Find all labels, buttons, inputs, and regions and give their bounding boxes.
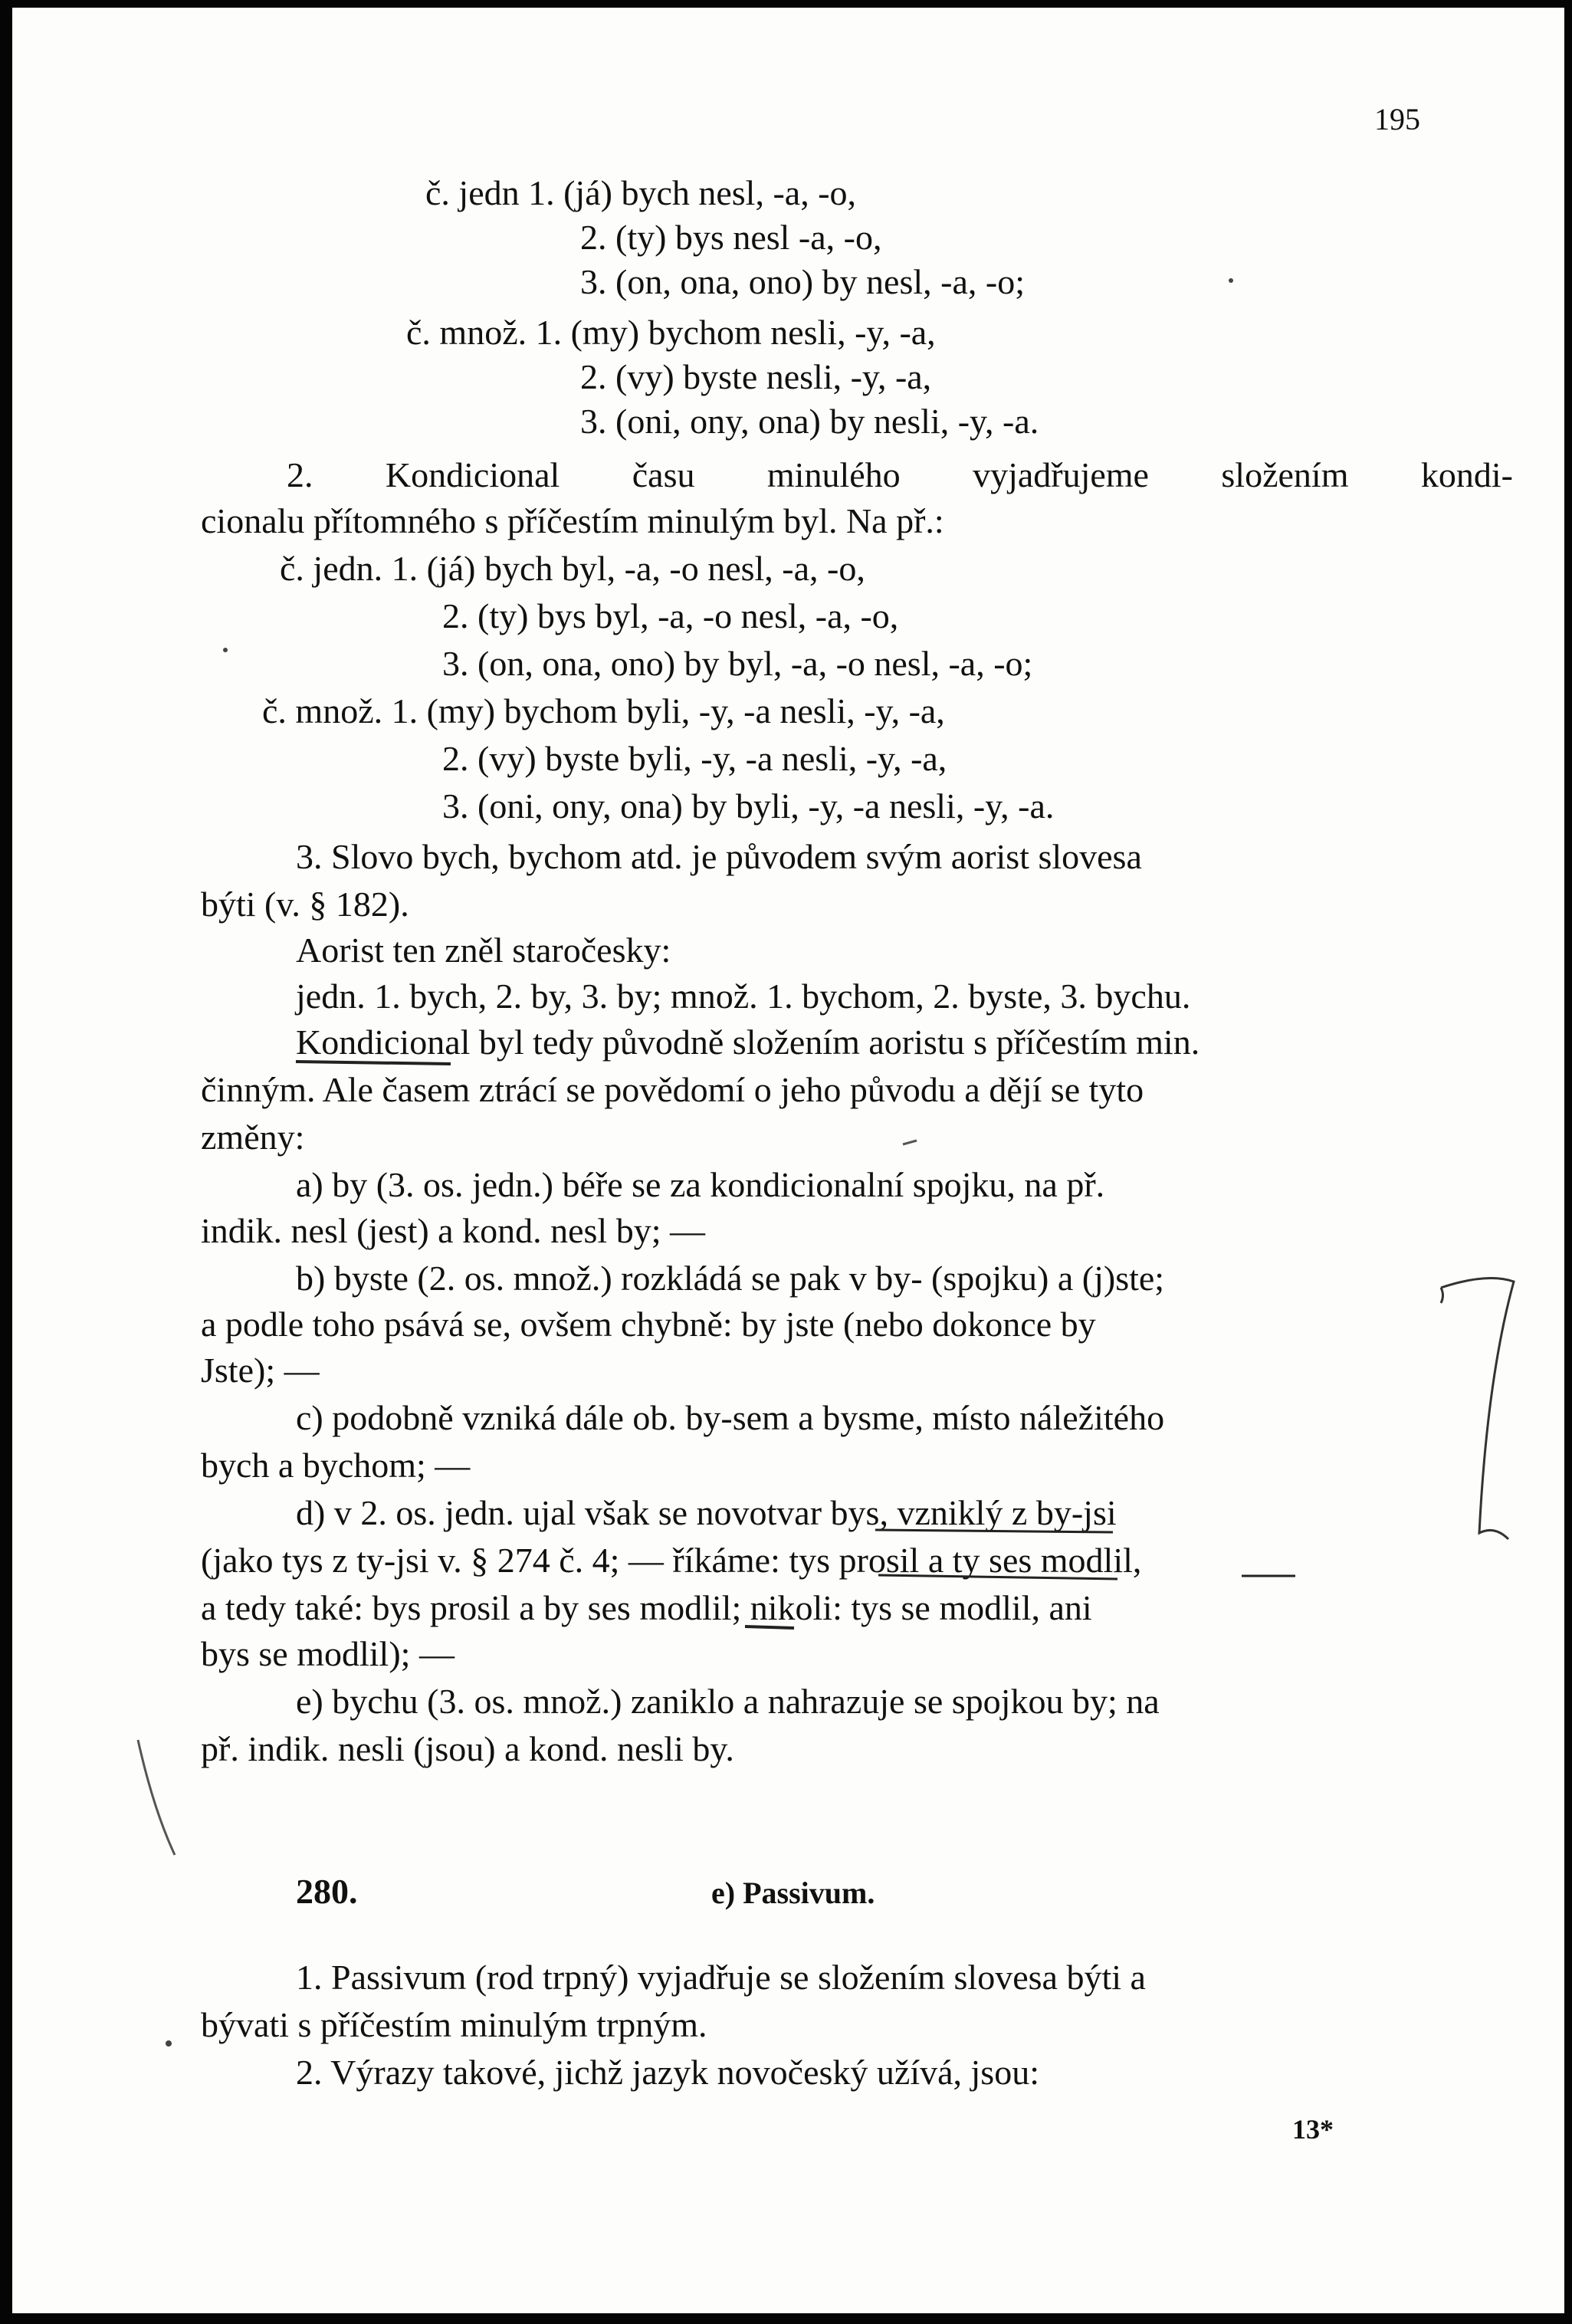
margin-mark bbox=[138, 1740, 175, 1855]
paragraph-line: př. indik. nesli (jsou) a kond. nesli by. bbox=[201, 1729, 734, 1768]
paragraph-line: c) podobně vzniká dále ob. by-sem a bysme, místo náležitého bbox=[296, 1398, 1165, 1437]
paradigm-line: 3. (oni, ony, ona) by nesli, -y, -a. bbox=[580, 402, 1039, 441]
signature-mark: 13* bbox=[1292, 2114, 1334, 2145]
section-heading: e) Passivum. bbox=[711, 1876, 875, 1910]
paragraph-line: činným. Ale časem ztrácí se povědomí o jeho původu a dějí se tyto bbox=[201, 1070, 1144, 1109]
paragraph-line: 2. Kondicional času minulého vyjadřujeme složením kondi- bbox=[287, 455, 1513, 494]
paragraph-line: e) bychu (3. os. množ.) zaniklo a nahrazuje se spojkou by; na bbox=[296, 1682, 1160, 1721]
paragraph-line: a tedy také: bys prosil a by ses modlil; nikoli: tys se modlil, ani bbox=[201, 1588, 1092, 1627]
underline-mark bbox=[903, 1141, 917, 1144]
paradigm-line: č. množ. 1. (my) bychom byli, -y, -a nesli, -y, -a, bbox=[262, 691, 945, 730]
paragraph-line: změny: bbox=[201, 1118, 305, 1157]
paragraph-line: b) byste (2. os. množ.) rozkládá se pak v by- (spojku) a (j)ste; bbox=[296, 1259, 1165, 1298]
paragraph-line: a podle toho psává se, ovšem chybně: by jste (nebo dokonce by bbox=[201, 1305, 1096, 1344]
paradigm-line: 2. (ty) bys byl, -a, -o nesl, -a, -o, bbox=[442, 596, 899, 635]
paradigm-line: 2. (vy) byste nesli, -y, -a, bbox=[580, 357, 932, 396]
paradigm-line: 3. (oni, ony, ona) by byli, -y, -a nesli, -y, -a. bbox=[442, 786, 1055, 826]
margin-bracket-mark bbox=[1441, 1288, 1443, 1303]
paradigm-line: 2. (vy) byste byli, -y, -a nesli, -y, -a, bbox=[442, 739, 947, 778]
paradigm-line: č. jedn. 1. (já) bych byl, -a, -o nesl, -a, -o, bbox=[280, 549, 865, 588]
paragraph-line: a) by (3. os. jedn.) béře se za kondicionalní spojku, na př. bbox=[296, 1165, 1105, 1204]
paragraph-line: (jako tys z ty-jsi v. § 274 č. 4; — říkáme: tys prosil a ty ses modlil, bbox=[201, 1541, 1142, 1580]
scan-edge-right bbox=[1564, 0, 1572, 2324]
paradigm-line: 2. (ty) bys nesl -a, -o, bbox=[580, 218, 882, 257]
scan-edge-top bbox=[0, 0, 1572, 8]
speck-mark bbox=[166, 2040, 172, 2047]
paragraph-line: býti (v. § 182). bbox=[201, 885, 409, 924]
paragraph-line: bych a bychom; — bbox=[201, 1446, 471, 1485]
paragraph-line: d) v 2. os. jedn. ujal však se novotvar bys, vzniklý z by-jsi bbox=[296, 1493, 1117, 1532]
paragraph-line: cionalu přítomného s příčestím minulým byl. Na př.: bbox=[201, 501, 944, 540]
paragraph-line: bys se modlil); — bbox=[201, 1634, 455, 1673]
speck-mark bbox=[1229, 278, 1233, 283]
paragraph-line: Aorist ten zněl staročesky: bbox=[296, 931, 671, 970]
page-number: 195 bbox=[1374, 102, 1420, 136]
paragraph-line: Jste); — bbox=[201, 1351, 320, 1390]
section-number: 280. bbox=[296, 1872, 358, 1911]
paradigm-line: č. jedn 1. (já) bych nesl, -a, -o, bbox=[425, 173, 857, 212]
scan-edge-bottom bbox=[0, 2313, 1572, 2324]
paragraph-line: bývati s příčestím minulým trpným. bbox=[201, 2005, 707, 2044]
paragraph-line: 2. Výrazy takové, jichž jazyk novočeský užívá, jsou: bbox=[296, 2053, 1039, 2092]
paragraph-line: Kondicional byl tedy původně složením aoristu s příčestím min. bbox=[296, 1022, 1200, 1062]
scan-edge-left bbox=[0, 0, 12, 2324]
margin-bracket-mark bbox=[1441, 1279, 1514, 1540]
paradigm-line: 3. (on, ona, ono) by byl, -a, -o nesl, -a, -o; bbox=[442, 644, 1033, 683]
paradigm-line: č. množ. 1. (my) bychom nesli, -y, -a, bbox=[406, 313, 936, 352]
paragraph-line: jedn. 1. bych, 2. by, 3. by; množ. 1. bychom, 2. byste, 3. bychu. bbox=[296, 977, 1191, 1016]
paragraph-line: indik. nesl (jest) a kond. nesl by; — bbox=[201, 1211, 705, 1250]
paragraph-line: 3. Slovo bych, bychom atd. je původem svým aorist slovesa bbox=[296, 837, 1142, 876]
paradigm-line: 3. (on, ona, ono) by nesl, -a, -o; bbox=[580, 262, 1025, 301]
paragraph-line: 1. Passivum (rod trpný) vyjadřuje se složením slovesa býti a bbox=[296, 1958, 1146, 1997]
speck-mark bbox=[223, 648, 228, 652]
